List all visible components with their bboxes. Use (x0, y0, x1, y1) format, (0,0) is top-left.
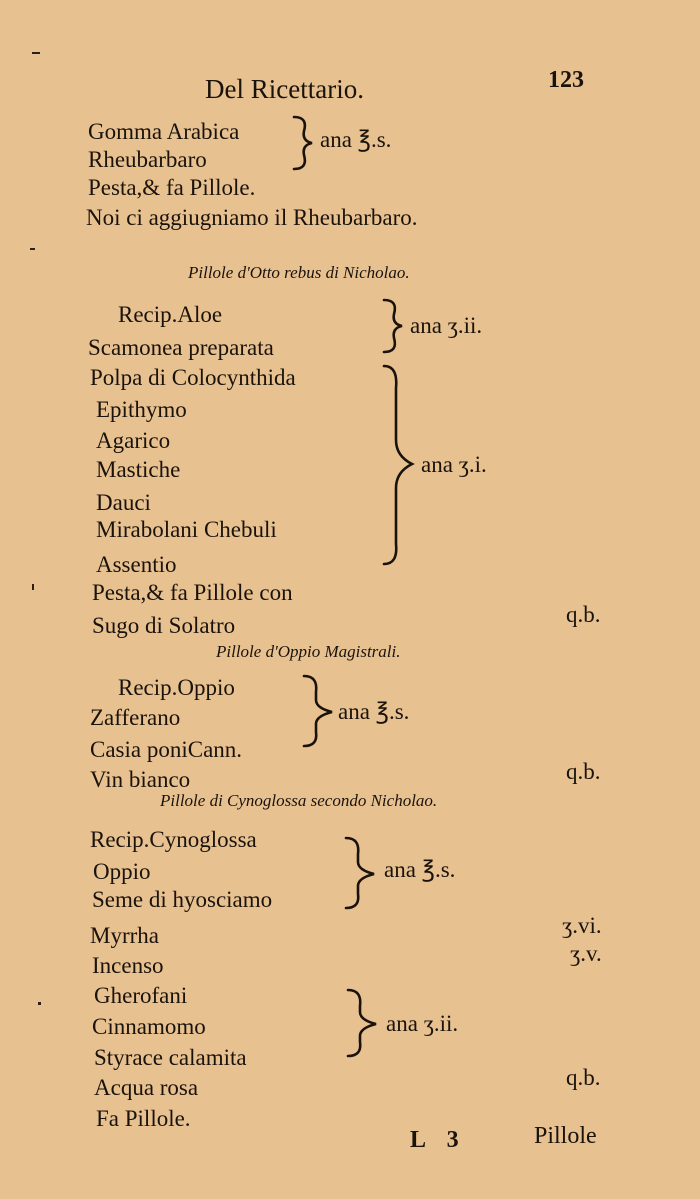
amount-text: q.b. (566, 759, 601, 784)
recipe-line: Scamonea preparata (88, 335, 274, 360)
brace-6 (344, 984, 380, 1060)
recipe-line: Acqua rosa (94, 1075, 199, 1100)
margin-mark (38, 1002, 41, 1005)
brace-3 (380, 360, 416, 570)
recipe-line: Recip.Cynoglossa (90, 827, 257, 852)
recipe-line: Vin bianco (90, 767, 191, 792)
amount-text: ana ℥.s. (338, 699, 410, 724)
recipe-line: Styrace calamita (94, 1045, 247, 1070)
amount-text: q.b. (566, 1065, 601, 1090)
amount-text: ʒ.v. (570, 941, 602, 966)
amount-text: ana ℥.s. (384, 857, 456, 882)
recipe-line: Seme di hyosciamo (92, 887, 273, 912)
amount-text: ana ℥.s. (320, 127, 392, 152)
recipe-line: Sugo di Solatro (92, 613, 236, 638)
recipe-line: Oppio (93, 859, 151, 884)
brace-1 (288, 113, 318, 173)
catchword: Pillole (534, 1123, 597, 1149)
section-heading: Pillole d'Otto rebus di Nicholao. (188, 263, 410, 282)
brace-4 (300, 670, 336, 750)
margin-mark (30, 248, 35, 250)
amount-text: q.b. (566, 602, 601, 627)
recipe-line: Recip.Oppio (118, 675, 235, 700)
recipe-line: Dauci (96, 490, 151, 515)
recipe-line: Polpa di Colocynthida (90, 365, 296, 390)
recipe-line: Gherofani (94, 983, 188, 1008)
brace-2 (378, 296, 408, 356)
recipe-line: Agarico (96, 428, 171, 453)
amount-text: ana ʒ.i. (421, 452, 487, 477)
recipe-line: Noi ci aggiugniamo il Rheubarbaro. (86, 205, 418, 230)
signature-mark: L 3 (410, 1127, 459, 1153)
amount-text: ana ʒ.ii. (410, 313, 483, 338)
amount-text: ana ʒ.ii. (386, 1011, 459, 1036)
margin-mark (32, 584, 34, 590)
recipe-line: Casia poniCann. (90, 737, 243, 762)
brace-5 (342, 832, 378, 912)
recipe-line: Recip.Aloe (118, 302, 223, 327)
recipe-line: Zafferano (90, 705, 181, 730)
recipe-line: Mirabolani Chebuli (96, 517, 277, 542)
recipe-line: Gomma Arabica (88, 119, 240, 144)
recipe-line: Cinnamomo (92, 1014, 206, 1039)
recipe-line: Incenso (92, 953, 164, 978)
recipe-line: Mastiche (96, 457, 181, 482)
recipe-line: Assentio (96, 552, 177, 577)
recipe-line: Pesta,& fa Pillole. (88, 175, 256, 200)
recipe-line: Pesta,& fa Pillole con (92, 580, 293, 605)
page-number: 123 (548, 67, 584, 93)
section-heading: Pillole d'Oppio Magistrali. (216, 642, 401, 661)
recipe-line: Epithymo (96, 397, 187, 422)
section-heading: Pillole di Cynoglossa secondo Nicholao. (160, 791, 438, 810)
running-title: Del Ricettario. (205, 74, 364, 104)
amount-text: ʒ.vi. (562, 913, 602, 938)
recipe-line: Myrrha (90, 923, 159, 948)
recipe-line: Rheubarbaro (88, 147, 207, 172)
margin-mark (32, 52, 40, 54)
recipe-line: Fa Pillole. (96, 1106, 191, 1131)
